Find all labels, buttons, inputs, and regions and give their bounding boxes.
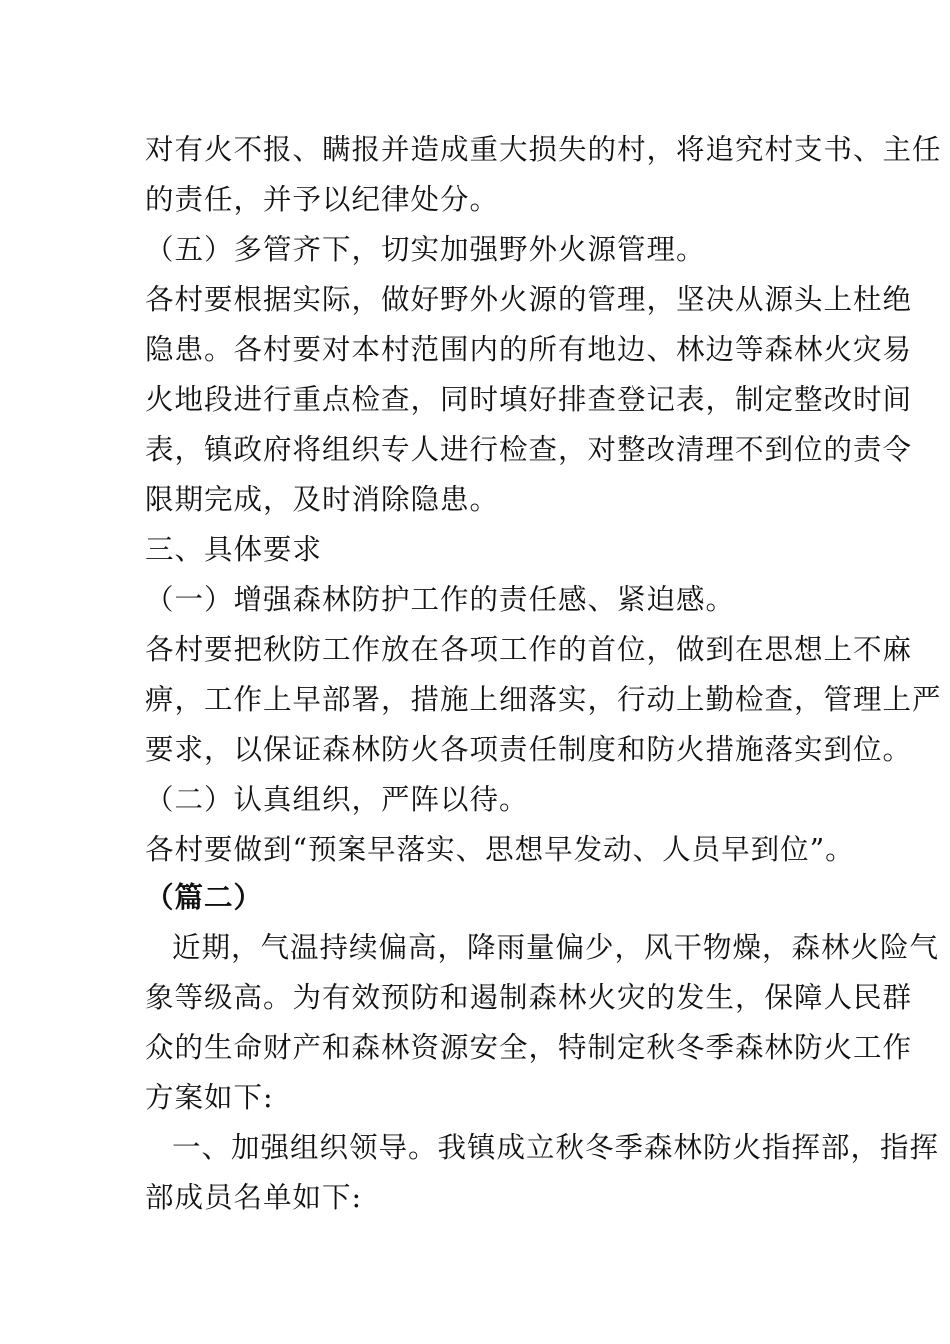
section-heading: 三、具体要求: [145, 533, 323, 566]
paragraph-line: 一、加强组织领导。我镇成立秋冬季森林防火指挥部，指挥: [172, 1131, 940, 1164]
paragraph-line: 方案如下:: [145, 1081, 274, 1114]
paragraph-line: 众的生命财产和森林资源安全，特制定秋冬季森林防火工作: [145, 1031, 913, 1064]
paragraph-line: 各村要做到“预案早落实、思想早发动、人员早到位”。: [145, 833, 855, 866]
paragraph-line: 痹，工作上早部署，措施上细落实，行动上勤检查，管理上严: [145, 683, 942, 716]
paragraph-line: 隐患。各村要对本村范围内的所有地边、林边等森林火灾易: [145, 333, 913, 366]
paragraph-line: 各村要把秋防工作放在各项工作的首位，做到在思想上不麻: [145, 633, 913, 666]
paragraph-line: 火地段进行重点检查，同时填好排查登记表，制定整改时间: [145, 383, 913, 416]
section-heading: （二）认真组织，严阵以待。: [145, 783, 529, 816]
paragraph-line: 象等级高。为有效预防和遏制森林火灾的发生，保障人民群: [145, 981, 913, 1014]
paragraph-line: 限期完成，及时消除隐患。: [145, 483, 500, 516]
section-heading: （五）多管齐下，切实加强野外火源管理。: [145, 233, 706, 266]
paragraph-line: 各村要根据实际，做好野外火源的管理，坚决从源头上杜绝: [145, 283, 913, 316]
section-heading: （一）增强森林防护工作的责任感、紧迫感。: [145, 583, 736, 616]
paragraph-line: 表，镇政府将组织专人进行检查，对整改清理不到位的责令: [145, 433, 913, 466]
paragraph-line: 部成员名单如下:: [145, 1181, 363, 1214]
paragraph-line: 近期，气温持续偏高，降雨量偏少，风干物燥，森林火险气: [172, 931, 940, 964]
paragraph-line: 的责任，并予以纪律处分。: [145, 183, 500, 216]
part-heading: （篇二）: [145, 881, 264, 914]
paragraph-line: 要求，以保证森林防火各项责任制度和防火措施落实到位。: [145, 733, 913, 766]
paragraph-line: 对有火不报、瞒报并造成重大损失的村，将追究村支书、主任: [145, 133, 942, 166]
